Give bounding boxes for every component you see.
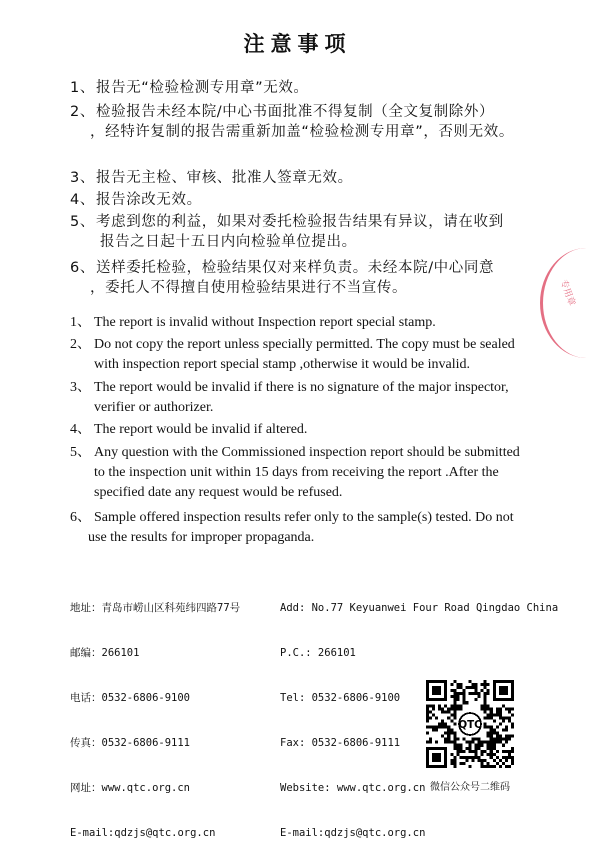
page-title: 注意事项: [243, 32, 352, 56]
contact-fax-en: Fax: 0532-6806-9111: [280, 737, 401, 749]
contact-fax-cn: 传真：0532-6806-9111: [70, 737, 191, 749]
en-note-continuation: to the inspection unit within 15 days from receiving the report .After the: [94, 465, 499, 480]
contact-email-en: E-mail:qdzjs@qtc.org.cn: [280, 827, 426, 839]
cn-note-5: [70, 212, 570, 252]
en-note-4: [70, 420, 550, 440]
cn-note-3: [70, 168, 570, 188]
en-note-continuation: with inspection report special stamp ,otherwise it would be invalid.: [94, 357, 470, 372]
cn-note-text: 报告无主检、审核、批准人签章无效。: [96, 170, 353, 186]
cn-note-text: 报告涂改无效。: [96, 192, 202, 208]
cn-note-text: 送样委托检验，检验结果仅对来样负责。未经本院/中心同意: [96, 260, 495, 276]
en-note-number: 3、: [70, 380, 91, 395]
contact-phone-en: Tel: 0532-6806-9100: [280, 692, 401, 704]
contact-address-cn: 地址：青岛市崂山区科苑纬四路77号: [70, 602, 241, 614]
en-note-2: [70, 335, 550, 375]
contact-address-en: Add: No.77 Keyuanwei Four Road Qingdao China: [280, 602, 559, 614]
en-note-continuation: specified date any request would be refused.: [94, 485, 343, 500]
en-note-text: Any question with the Commissioned inspection report should be submitted: [94, 445, 520, 460]
cn-note-6: [70, 258, 570, 298]
en-note-text: The report would be invalid if altered.: [94, 422, 308, 437]
en-note-text: Do not copy the report unless specially permitted. The copy must be sealed: [94, 337, 515, 352]
contact-postcode-en: P.C.: 266101: [280, 647, 356, 659]
cn-note-number: 5、: [70, 214, 95, 230]
contact-postcode-cn: 邮编：266101: [70, 647, 140, 659]
qr-caption: 微信公众号二维码: [430, 782, 510, 793]
cn-note-number: 1、: [70, 80, 95, 96]
contact-chinese: [70, 571, 240, 856]
cn-note-continuation: ，经特许复制的报告需重新加盖“检验检测专用章”，否则无效。: [90, 124, 514, 140]
contact-website-cn: 网址：www.qtc.org.cn: [70, 782, 191, 794]
en-note-text: Sample offered inspection results refer only to the sample(s) tested. Do not: [94, 510, 514, 525]
en-note-number: 2、: [70, 337, 91, 352]
en-note-number: 4、: [70, 422, 91, 437]
en-note-1: [70, 313, 550, 333]
cn-note-1: [70, 78, 570, 98]
cn-note-2: [70, 102, 570, 142]
contact-email-cn: E-mail:qdzjs@qtc.org.cn: [70, 827, 216, 839]
wechat-qr-code[interactable]: [426, 680, 514, 768]
en-note-6: [70, 508, 550, 548]
qtc-logo-text: QTC: [458, 719, 482, 732]
en-note-number: 5、: [70, 445, 91, 460]
contact-website-en: Website: www.qtc.org.cn: [280, 782, 426, 794]
cn-note-continuation: 报告之日起十五日内向检验单位提出。: [100, 234, 357, 250]
en-note-text: The report is invalid without Inspection report special stamp.: [94, 315, 436, 330]
seal-text: 专用章: [557, 278, 577, 308]
cn-note-number: 3、: [70, 170, 95, 186]
en-note-text: The report would be invalid if there is no signature of the major inspector,: [94, 380, 509, 395]
cn-note-text: 考虑到您的利益，如果对委托检验报告结果有异议，请在收到: [96, 214, 504, 230]
cn-note-4: [70, 190, 570, 210]
cn-note-continuation: ，委托人不得擅自使用检验结果进行不当宣传。: [90, 280, 408, 296]
en-note-number: 6、: [70, 510, 91, 525]
cn-note-text: 报告无“检验检测专用章”无效。: [96, 80, 309, 96]
en-note-3: [70, 378, 550, 418]
cn-note-number: 2、: [70, 104, 95, 120]
cn-note-number: 6、: [70, 260, 95, 276]
contact-phone-cn: 电话：0532-6806-9100: [70, 692, 191, 704]
cn-note-text: 检验报告未经本院/中心书面批准不得复制（全文复制除外）: [96, 104, 495, 120]
en-note-number: 1、: [70, 315, 91, 330]
en-note-continuation: verifier or authorizer.: [94, 400, 214, 415]
contact-english: [280, 571, 558, 856]
en-note-5: [70, 443, 550, 503]
cn-note-number: 4、: [70, 192, 95, 208]
en-note-continuation: use the results for improper propaganda.: [88, 530, 315, 545]
